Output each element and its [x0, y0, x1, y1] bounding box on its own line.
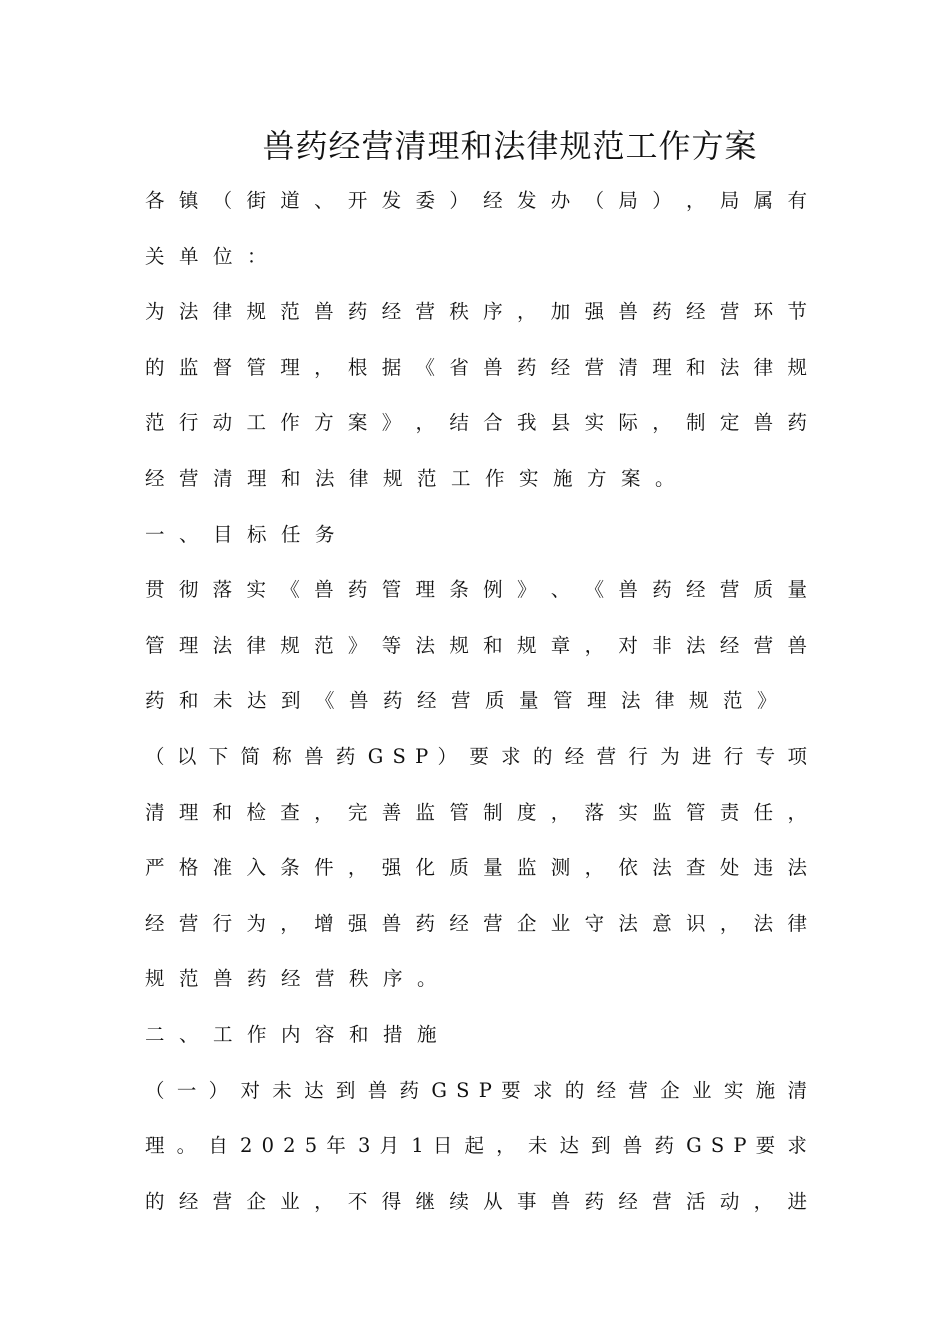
- body-line: 理 。 自 2 0 2 5 年 3 月 1 日 起 ， 未 达 到 兽 药 G S P 要 求: [145, 1134, 807, 1158]
- body-line: （ 一 ） 对 未 达 到 兽 药 G S P 要 求 的 经 营 企 业 实 施 清: [145, 1078, 807, 1102]
- body-line: 各 镇 （ 街 道 、 开 发 委 ） 经 发 办 （ 局 ） ， 局 属 有: [145, 189, 807, 212]
- body-line: 的 监 督 管 理 ， 根 据 《 省 兽 药 经 营 清 理 和 法 律 规: [145, 355, 807, 379]
- body-line: 范 行 动 工 作 方 案 》 ， 结 合 我 县 实 际 ， 制 定 兽 药: [145, 411, 807, 435]
- body-line: 清 理 和 检 查 ， 完 善 监 管 制 度 ， 落 实 监 管 责 任 ，: [145, 800, 807, 824]
- body-line: 管 理 法 律 规 范 》 等 法 规 和 规 章 ， 对 非 法 经 营 兽: [145, 633, 807, 657]
- body-line: 规范兽药经营秩序。: [145, 967, 452, 991]
- body-line: 关单位：: [145, 244, 282, 268]
- body-line: 经营清理和法律规范工作实施方案。: [145, 466, 690, 490]
- document-body: [145, 180, 807, 1236]
- body-line: 为 法 律 规 范 兽 药 经 营 秩 序 ， 加 强 兽 药 经 营 环 节: [145, 300, 807, 324]
- body-line: （ 以 下 简 称 兽 药 G S P ） 要 求 的 经 营 行 为 进 行 专 项: [145, 744, 807, 768]
- body-line: 贯 彻 落 实 《 兽 药 管 理 条 例 》 、 《 兽 药 经 营 质 量: [145, 578, 807, 602]
- body-line: 严 格 准 入 条 件 ， 强 化 质 量 监 测 ， 依 法 查 处 违 法: [145, 856, 807, 880]
- document-title: 兽药经营清理和法律规范工作方案: [262, 127, 758, 165]
- section-heading: 一、目标任务: [145, 522, 350, 546]
- body-line: 药和未达到《兽药经营质量管理法律规范》: [145, 689, 792, 713]
- section-heading: 二、工作内容和措施: [145, 1022, 452, 1046]
- body-line: 的 经 营 企 业 ， 不 得 继 续 从 事 兽 药 经 营 活 动 ， 进: [145, 1189, 807, 1213]
- body-line: 经 营 行 为 ， 增 强 兽 药 经 营 企 业 守 法 意 识 ， 法 律: [145, 911, 807, 935]
